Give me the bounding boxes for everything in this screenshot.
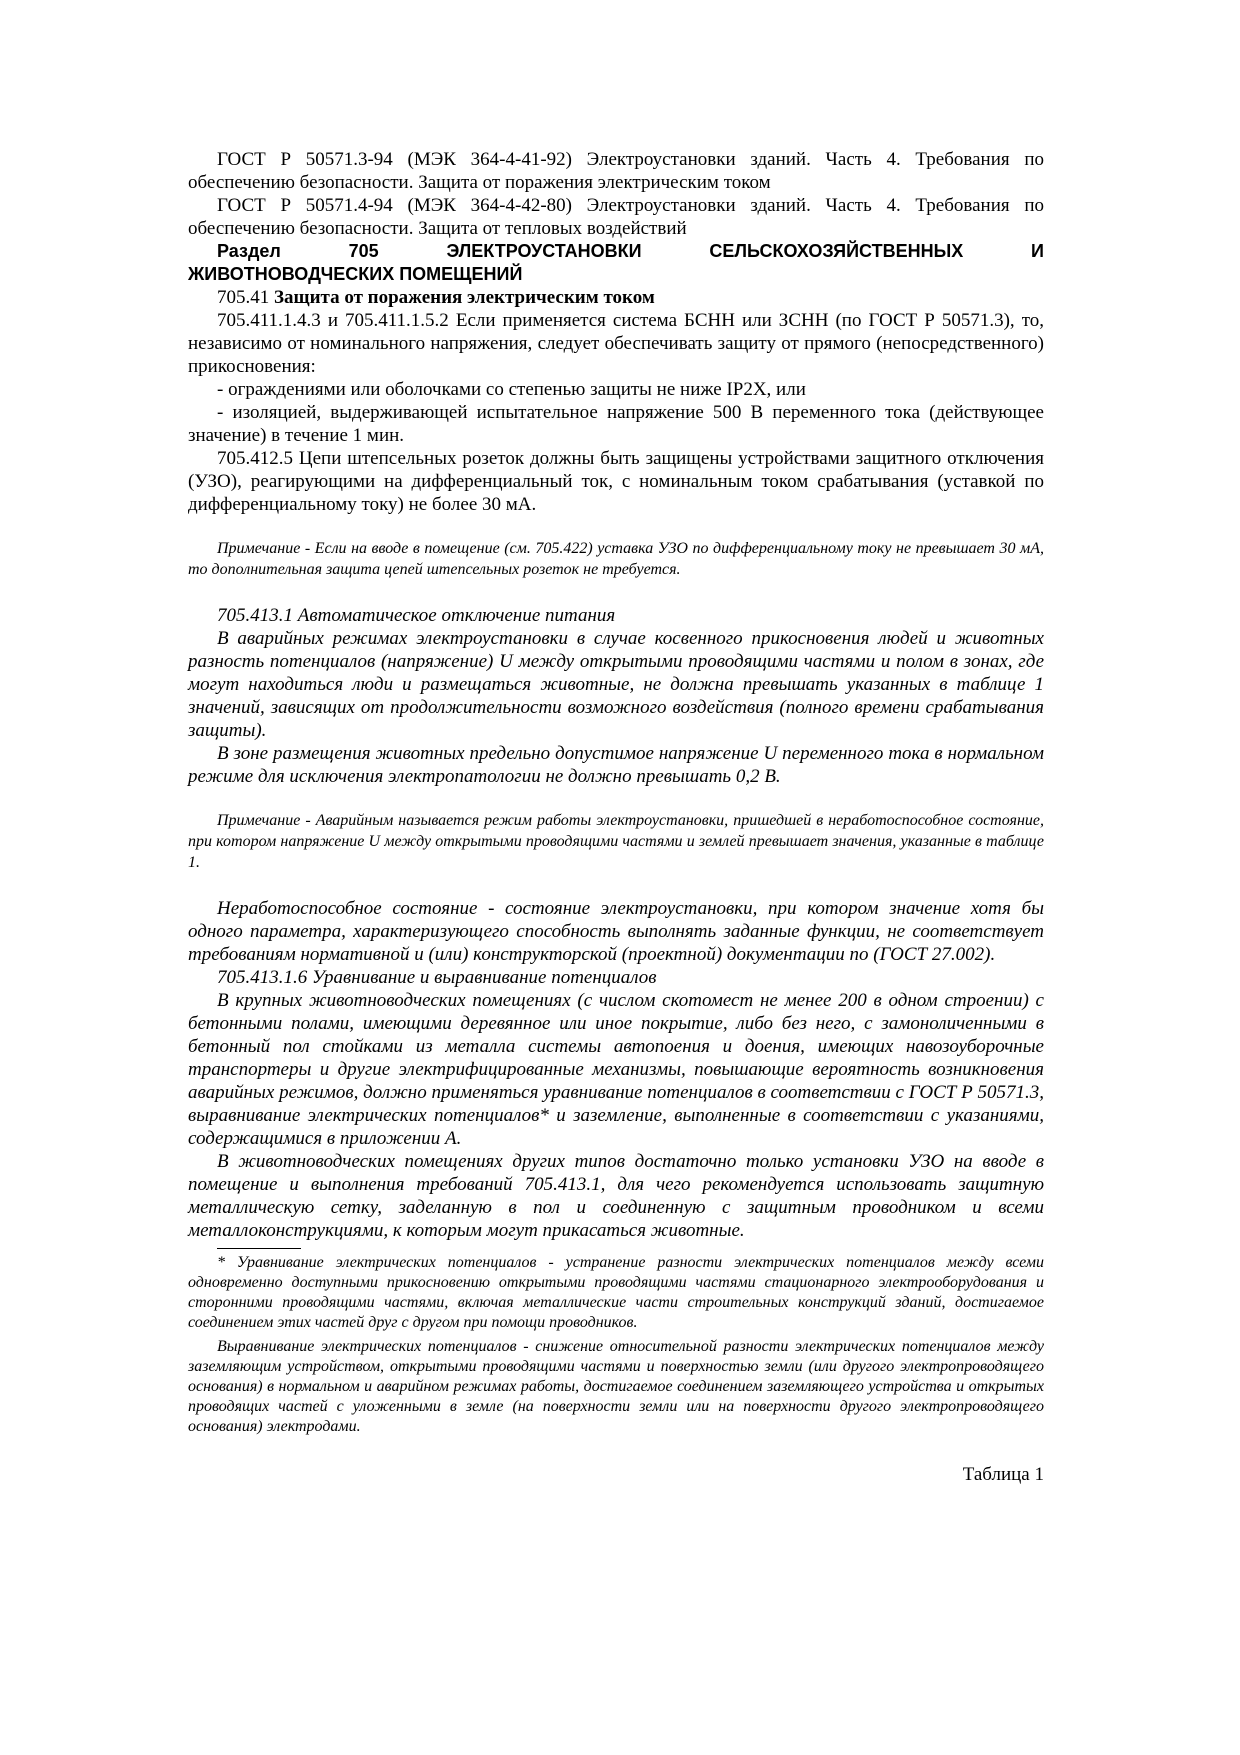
paragraph-705-413-1-6-title: 705.413.1.6 Уравнивание и выравнивание потенциалов (217, 967, 657, 988)
paragraph-inoperable-state: Неработоспособное состояние - состояние электроустановки, при котором значение хотя бы одного параметра, характеризующего способность выполнять заданные функции, не соответствует требованиям нормативной и (или) конструкторской (проектной) документации по (ГОСТ 27.002). (188, 898, 1044, 965)
paragraph-705-413-1-title: 705.413.1 Автоматическое отключение питания (217, 605, 616, 626)
note-rcd: Примечание - Если на вводе в помещение (см. 705.422) уставка УЗО по дифференциальному току не превышает 30 мА, то дополнительная защита цепей штепсельных розеток не требуется. (188, 540, 1044, 578)
paragraph-705-411: 705.411.1.4.3 и 705.411.1.5.2 Если применяется система БСНН или ЗСНН (по ГОСТ Р 50571.3), то, независимо от номинального напряжения, следует обеспечивать защиту от прямого (непосредственного) прикосновения: (188, 310, 1044, 377)
subsection-heading (188, 286, 1044, 309)
paragraph-705-412-5: 705.412.5 Цепи штепсельных розеток должны быть защищены устройствами защитного отключения (УЗО), реагирующими на дифференциальный ток, с номинальным током срабатывания (уставкой по дифференциальному току) не более 30 мА. (188, 448, 1044, 515)
section-heading-line1: Раздел 705 ЭЛЕКТРОУСТАНОВКИ СЕЛЬСКОХОЗЯЙСТВЕННЫХ И (217, 241, 1044, 261)
list-item-insulation: - изоляцией, выдерживающей испытательное напряжение 500 В переменного тока (действующее значение) в течение 1 мин. (188, 402, 1044, 446)
list-item-enclosures: - ограждениями или оболочками со степенью защиты не ниже IP2X, или (217, 379, 806, 400)
subsection-number: 705.41 (217, 287, 270, 308)
gost-ref-2: ГОСТ Р 50571.4-94 (МЭК 364-4-42-80) Электроустановки зданий. Часть 4. Требования по обеспечению безопасности. Защита от тепловых воздействий (188, 195, 1044, 239)
footnote-leveling: Выравнивание электрических потенциалов - снижение относительной разности электрических потенциалов между заземляющим устройством, открытыми проводящими частями и поверхностью земли (или другого электропроводящего основания) в нормальном и аварийном режимах работы, достигаемое соединением заземляющего устройства и открытых проводящих частей с уложенными в земле (на поверхности земли или на поверхности другого электропроводящего основания) электродами. (188, 1338, 1044, 1435)
paragraph-large-livestock: В крупных животноводческих помещениях (с числом скотомест не менее 200 в одном строении) с бетонными полами, имеющими деревянное или иное покрытие, либо без него, с замоноличенными в бетонный пол стойками из металла системы автопоения и доения, имеющих навозоуборочные транспортеры и другие электрифицированные механизмы, повышающие вероятность возникновения аварийных режимов, должно применяться уравнивание потенциалов в соответствии с ГОСТ Р 50571.3, выравнивание электрических потенциалов* и заземление, выполненные в соответствии с указаниями, содержащимися в приложении А. (188, 990, 1044, 1149)
footnote-separator (217, 1248, 301, 1249)
gost-ref-1: ГОСТ Р 50571.3-94 (МЭК 364-4-41-92) Электроустановки зданий. Часть 4. Требования по обеспечению безопасности. Защита от поражения электрическим током (188, 149, 1044, 193)
section-heading-line2: ЖИВОТНОВОДЧЕСКИХ ПОМЕЩЕНИЙ (188, 264, 523, 284)
note-emergency: Примечание - Аварийным называется режим работы электроустановки, пришедшей в неработоспособное состояние, при котором напряжение U между открытыми проводящими частями и землей превышает значения, указанные в таблице 1. (188, 812, 1044, 871)
paragraph-animal-zone: В зоне размещения животных предельно допустимое напряжение U переменного тока в нормальном режиме для исключения электропатологии не должно превышать 0,2 В. (188, 743, 1044, 787)
paragraph-emergency-modes: В аварийных режимах электроустановки в случае косвенного прикосновения людей и животных разность потенциалов (напряжение) U между открытыми проводящими частями и полом в зонах, где могут находиться люди и размещаться животные, не должна превышать указанных в таблице 1 значений, зависящих от продолжительности возможного воздействия (полного времени срабатывания защиты). (188, 628, 1044, 741)
subsection-title: Защита от поражения электрическим током (274, 287, 655, 308)
paragraph-other-livestock: В животноводческих помещениях других типов достаточно только установки УЗО на вводе в помещение и выполнения требований 705.413.1, для чего рекомендуется использовать защитную металлическую сетку, заделанную в пол и соединенную с защитным проводником и всеми металлоконструкциями, к которым могут прикасаться животные. (188, 1151, 1044, 1241)
footnote-equalization: * Уравнивание электрических потенциалов - устранение разности электрических потенциалов между всеми одновременно доступными прикосновению открытыми проводящими частями стационарного электрооборудования и сторонними проводящими частями, включая металлические части строительных конструкций зданий, достигаемое соединением этих частей друг с другом при помощи проводников. (188, 1254, 1044, 1331)
table-label: Таблица 1 (962, 1464, 1044, 1485)
